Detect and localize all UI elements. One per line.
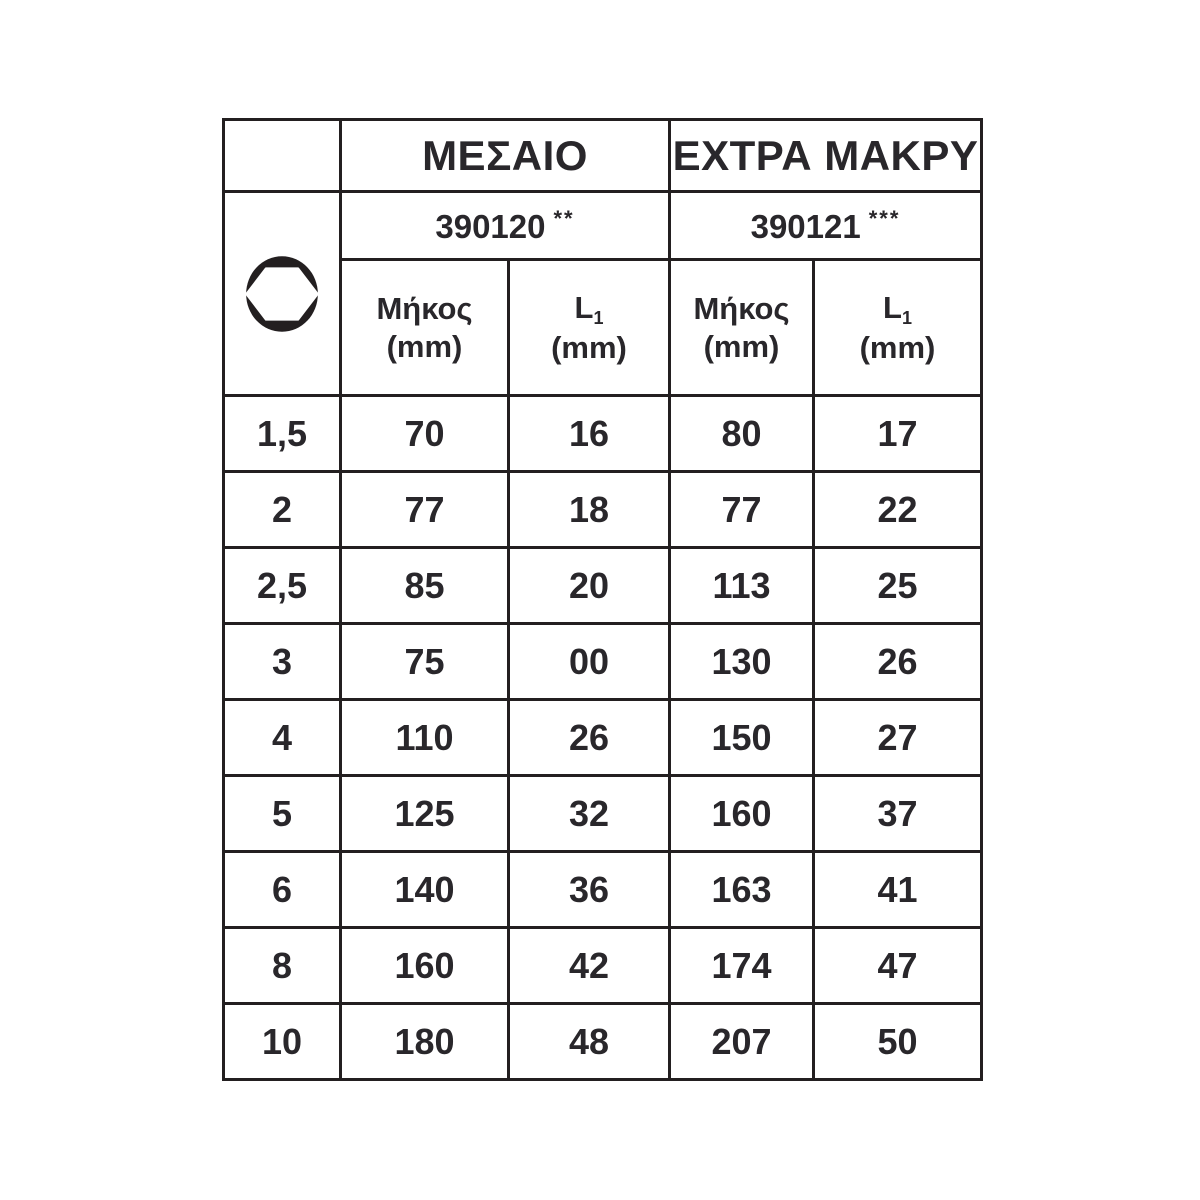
value-cell: 26 [814, 624, 982, 700]
value-cell: 25 [814, 548, 982, 624]
value-cell: 16 [509, 396, 670, 472]
col-header-l1-extra-long [814, 260, 982, 396]
l1-subscript: 1 [593, 307, 604, 328]
value-cell: 70 [341, 396, 509, 472]
spec-table [222, 118, 983, 1081]
col-header-length-extra-long [670, 260, 814, 396]
value-cell: 77 [670, 472, 814, 548]
table-row [224, 1004, 982, 1080]
table-row [224, 624, 982, 700]
product-code-row [224, 192, 982, 260]
table-row [224, 700, 982, 776]
length-label: Μήκος [693, 291, 790, 327]
col-header-length-medium [341, 260, 509, 396]
group-title-extra-long: ΕΧΤΡΑ ΜΑΚΡΥ [670, 120, 982, 192]
value-cell: 77 [341, 472, 509, 548]
value-cell: 163 [670, 852, 814, 928]
hex-socket-icon-cell [224, 192, 341, 396]
length-label: Μήκος [376, 291, 473, 327]
l1-label: L [883, 289, 902, 325]
value-cell: 32 [509, 776, 670, 852]
value-cell: 113 [670, 548, 814, 624]
length-unit: (mm) [703, 328, 780, 364]
value-cell: 36 [509, 852, 670, 928]
size-cell: 2 [224, 472, 341, 548]
group-title-medium: ΜΕΣΑΙΟ [341, 120, 670, 192]
value-cell: 18 [509, 472, 670, 548]
table-row [224, 776, 982, 852]
size-cell: 6 [224, 852, 341, 928]
product-code-extra-long-number: 390121 [750, 207, 861, 245]
table-row [224, 928, 982, 1004]
value-cell: 80 [670, 396, 814, 472]
product-code-medium-number: 390120 [435, 207, 546, 245]
table-row [224, 396, 982, 472]
value-cell: 17 [814, 396, 982, 472]
value-cell: 140 [341, 852, 509, 928]
l1-unit: (mm) [859, 330, 936, 366]
value-cell: 27 [814, 700, 982, 776]
value-cell: 160 [670, 776, 814, 852]
value-cell: 48 [509, 1004, 670, 1080]
value-cell: 110 [341, 700, 509, 776]
product-code-medium [341, 192, 670, 260]
value-cell: 26 [509, 700, 670, 776]
group-title-row [224, 120, 982, 192]
l1-subscript: 1 [901, 307, 912, 328]
corner-empty-cell [224, 120, 341, 192]
value-cell: 174 [670, 928, 814, 1004]
size-cell: 4 [224, 700, 341, 776]
l1-label: L [574, 289, 594, 325]
size-cell: 2,5 [224, 548, 341, 624]
size-cell: 3 [224, 624, 341, 700]
value-cell: 00 [509, 624, 670, 700]
size-cell: 10 [224, 1004, 341, 1080]
value-cell: 47 [814, 928, 982, 1004]
value-cell: 20 [509, 548, 670, 624]
value-cell: 41 [814, 852, 982, 928]
value-cell: 75 [341, 624, 509, 700]
value-cell: 207 [670, 1004, 814, 1080]
size-cell: 5 [224, 776, 341, 852]
length-unit: (mm) [386, 328, 463, 364]
value-cell: 42 [509, 928, 670, 1004]
hex-socket-icon [225, 193, 339, 394]
product-code-medium-stars: ** [553, 205, 575, 231]
table-row [224, 472, 982, 548]
table-row [224, 548, 982, 624]
value-cell: 180 [341, 1004, 509, 1080]
size-cell: 8 [224, 928, 341, 1004]
value-cell: 85 [341, 548, 509, 624]
table-row [224, 852, 982, 928]
value-cell: 125 [341, 776, 509, 852]
value-cell: 160 [341, 928, 509, 1004]
l1-unit: (mm) [551, 330, 627, 366]
value-cell: 37 [814, 776, 982, 852]
value-cell: 130 [670, 624, 814, 700]
size-cell: 1,5 [224, 396, 341, 472]
product-code-extra-long [670, 192, 982, 260]
col-header-l1-medium [509, 260, 670, 396]
product-code-extra-long-stars: *** [868, 205, 901, 231]
value-cell: 22 [814, 472, 982, 548]
value-cell: 50 [814, 1004, 982, 1080]
value-cell: 150 [670, 700, 814, 776]
